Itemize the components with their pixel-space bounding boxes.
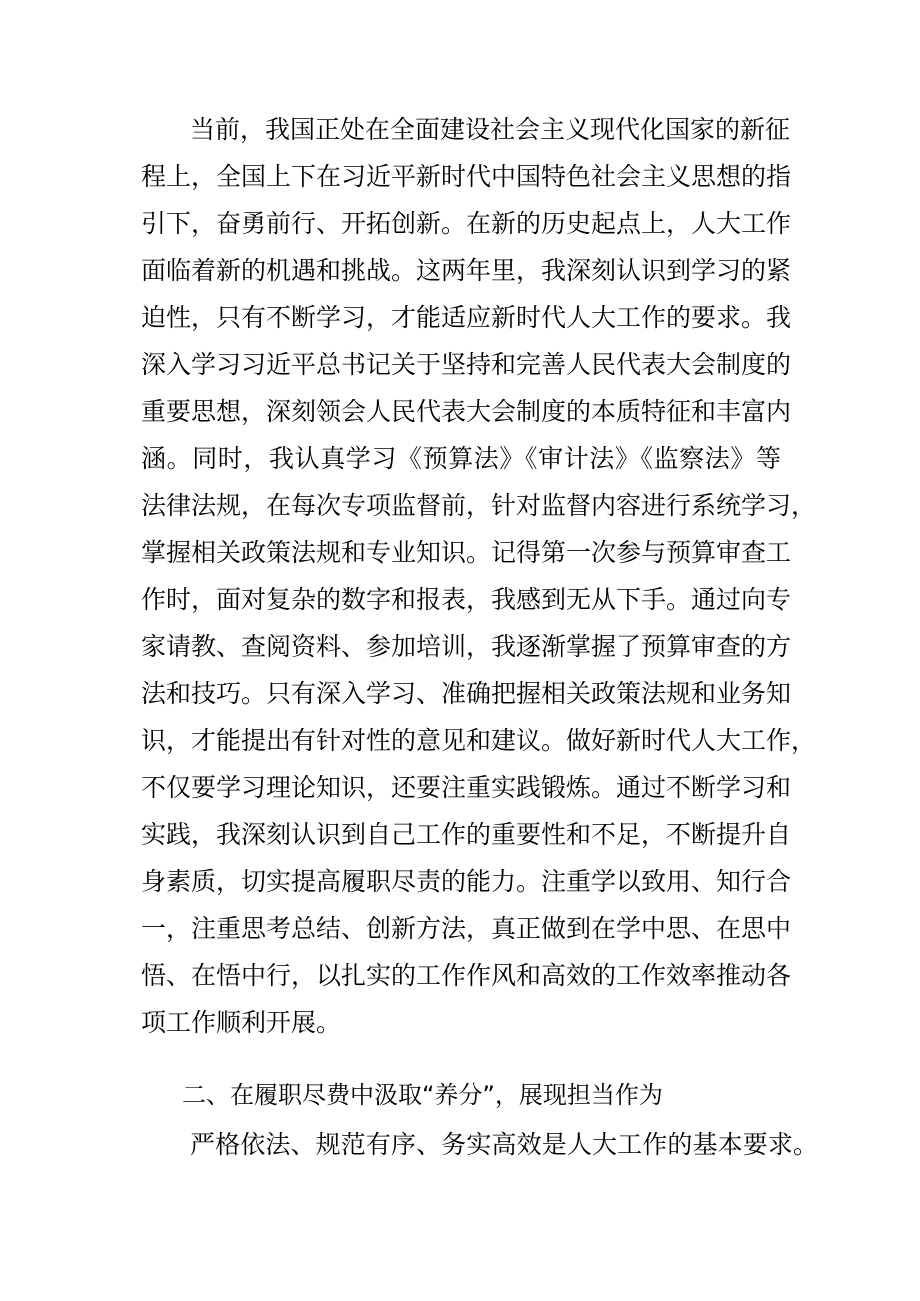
paragraph-line: 迫性，只有不断学习，才能适应新时代人大工作的要求。我 [141,303,792,332]
paragraph-line: 实践，我深刻认识到自己工作的重要性和不足，不断提升自 [141,820,792,849]
paragraph-line: 法和技巧。只有深入学习、准确把握相关政策法规和业务知 [141,679,792,708]
section-heading: 二、在履职尽费中汲取“养分”，展现担当作为 [182,1081,663,1109]
paragraph-line: 项工作顺利开展。 [141,1008,342,1037]
paragraph-line: 重要思想，深刻领会人民代表大会制度的本质特征和丰富内 [141,397,792,426]
paragraph-line: 识，才能提出有针对性的意见和建议。做好新时代人大工作， [141,726,817,755]
paragraph-line: 掌握相关政策法规和专业知识。记得第一次参与预算审查工 [141,538,792,567]
paragraph-line: 一，注重思考总结、创新方法，真正做到在学中思、在思中 [141,914,792,943]
paragraph-line: 作时，面对复杂的数字和报表，我感到无从下手。通过向专 [141,585,792,614]
paragraph-line: 涵。同时，我认真学习《预算法》《审计法》《监察法》等 [141,444,781,473]
paragraph-line: 深入学习习近平总书记关于坚持和完善人民代表大会制度的 [141,350,792,379]
paragraph-line: 当前，我国正处在全面建设社会主义现代化国家的新征 [190,115,791,144]
paragraph-line: 引下，奋勇前行、开拓创新。在新的历史起点上，人大工作 [141,209,792,238]
paragraph-line: 程上，全国上下在习近平新时代中国特色社会主义思想的指 [141,162,792,191]
paragraph-line: 面临着新的机遇和挑战。这两年里，我深刻认识到学习的紧 [141,256,792,285]
paragraph-line: 身素质，切实提高履职尽责的能力。注重学以致用、知行合 [141,867,792,896]
paragraph-line: 法律法规，在每次专项监督前，针对监督内容进行系统学习， [141,491,817,520]
paragraph-line: 悟、在悟中行，以扎实的工作作风和高效的工作效率推动各 [141,961,792,990]
paragraph-line: 不仅要学习理论知识，还要注重实践锻炼。通过不断学习和 [141,773,792,802]
paragraph-line: 严格依法、规范有序、务实高效是人大工作的基本要求。 [190,1130,818,1159]
paragraph-line: 家请教、查阅资料、参加培训，我逐渐掌握了预算审查的方 [141,632,792,661]
